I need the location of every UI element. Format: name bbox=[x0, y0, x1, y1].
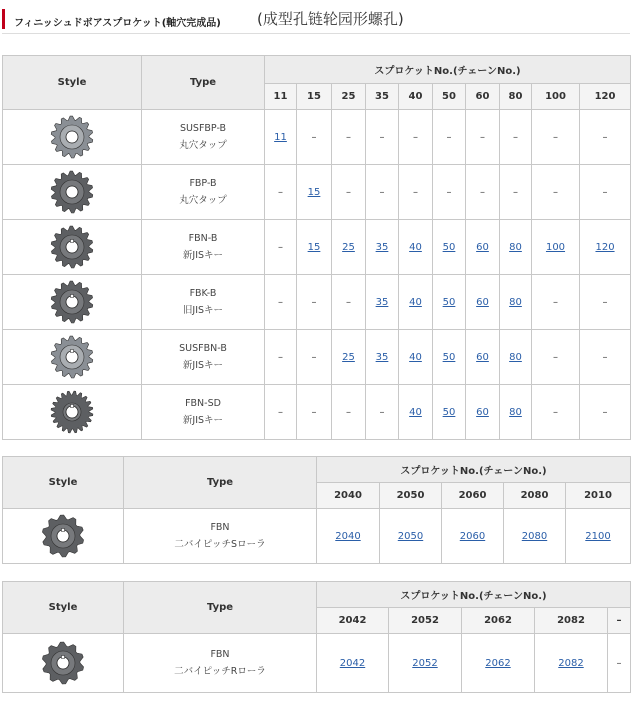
sprocket-cell bbox=[265, 165, 297, 220]
sprocket-icon bbox=[47, 277, 97, 327]
empty-dash: – bbox=[480, 131, 485, 143]
sprocket-cell bbox=[532, 110, 580, 165]
empty-dash: – bbox=[480, 186, 485, 198]
sprocket-cell bbox=[380, 509, 442, 564]
sprocket-link-15[interactable]: 15 bbox=[307, 186, 321, 198]
type-header: Type bbox=[142, 56, 265, 110]
empty-dash: – bbox=[311, 131, 317, 143]
table-row bbox=[3, 330, 631, 385]
empty-dash: – bbox=[278, 351, 283, 363]
empty-dash: – bbox=[346, 296, 351, 308]
sprocket-table-2 bbox=[2, 456, 631, 564]
sprocket-cell bbox=[466, 165, 500, 220]
column-header-2050: 2050 bbox=[380, 483, 442, 509]
empty-dash: – bbox=[379, 131, 385, 143]
sprocket-cell bbox=[608, 634, 631, 693]
sprocket-icon bbox=[47, 332, 97, 382]
type-cell bbox=[124, 634, 317, 693]
product-image bbox=[3, 110, 142, 165]
sprocket-link-60[interactable]: 60 bbox=[476, 296, 489, 308]
empty-dash: – bbox=[311, 351, 317, 363]
sprocket-cell bbox=[332, 165, 366, 220]
empty-dash: – bbox=[553, 351, 558, 363]
sprocket-cell bbox=[580, 275, 631, 330]
sprocket-cell bbox=[317, 634, 389, 693]
sprocket-cell bbox=[433, 330, 466, 385]
sprocket-link-50[interactable]: 50 bbox=[442, 296, 456, 308]
sprocket-cell bbox=[265, 330, 297, 385]
empty-dash: – bbox=[311, 296, 317, 308]
page-title-jp: フィニッシュドボアスプロケット(軸穴完成品) bbox=[14, 18, 221, 29]
page-header bbox=[2, 5, 630, 34]
type-cell bbox=[142, 275, 265, 330]
sprocket-link-40[interactable]: 40 bbox=[409, 406, 422, 418]
type-cell bbox=[142, 330, 265, 385]
sprocket-cell bbox=[532, 165, 580, 220]
type-desc: 新JISキー bbox=[182, 415, 224, 426]
sprocket-link-2062[interactable]: 2062 bbox=[485, 657, 511, 669]
sprocket-cell bbox=[504, 509, 566, 564]
table-row bbox=[3, 110, 631, 165]
sprocket-link-40[interactable]: 40 bbox=[409, 351, 422, 363]
sprocket-cell bbox=[433, 220, 466, 275]
empty-dash: – bbox=[278, 241, 283, 253]
table-row bbox=[3, 165, 631, 220]
sprocket-cell bbox=[466, 275, 500, 330]
empty-dash: – bbox=[553, 406, 558, 418]
column-header-120: 120 bbox=[580, 84, 631, 110]
sprocket-table-1 bbox=[2, 55, 631, 440]
type-code: FBN-SD bbox=[185, 398, 221, 409]
accent-bar bbox=[2, 9, 5, 29]
product-image bbox=[3, 634, 124, 693]
type-cell bbox=[142, 110, 265, 165]
type-desc: 新JISキー bbox=[182, 360, 224, 371]
sprocket-link-11[interactable]: 11 bbox=[274, 131, 287, 143]
sprocket-cell bbox=[580, 385, 631, 440]
sprocket-cell bbox=[389, 634, 462, 693]
sprocket-cell bbox=[297, 385, 332, 440]
sprocket-cell bbox=[500, 275, 532, 330]
sprocket-link-60[interactable]: 60 bbox=[476, 406, 489, 418]
sprocket-link-2082[interactable]: 2082 bbox=[558, 657, 584, 669]
column-header-2040: 2040 bbox=[317, 483, 380, 509]
sprocket-cell bbox=[399, 330, 433, 385]
column-header-2060: 2060 bbox=[442, 483, 504, 509]
sprocket-cell bbox=[297, 220, 332, 275]
sprocket-table-3 bbox=[2, 581, 631, 693]
sprocket-cell bbox=[500, 385, 532, 440]
type-cell bbox=[124, 509, 317, 564]
empty-dash: – bbox=[379, 406, 385, 418]
column-header-2082: 2082 bbox=[535, 608, 608, 634]
column-header-15: 15 bbox=[297, 84, 332, 110]
empty-dash: – bbox=[413, 131, 418, 143]
empty-dash: – bbox=[602, 296, 608, 308]
type-header: Type bbox=[124, 457, 317, 509]
sprocket-cell bbox=[580, 220, 631, 275]
style-header: Style bbox=[3, 582, 124, 634]
sprocket-cell bbox=[332, 275, 366, 330]
sprocket-link-80[interactable]: 80 bbox=[509, 296, 522, 308]
empty-dash: – bbox=[446, 131, 452, 143]
type-desc: 旧JISキー bbox=[182, 305, 224, 316]
sprocket-cell bbox=[366, 385, 399, 440]
sprocket-link-25[interactable]: 25 bbox=[342, 351, 355, 363]
sprocket-cell bbox=[433, 275, 466, 330]
sprocket-cell bbox=[399, 220, 433, 275]
sprocket-cell bbox=[532, 330, 580, 385]
sprocket-link-100[interactable]: 100 bbox=[545, 241, 566, 253]
product-image bbox=[3, 165, 142, 220]
table-row bbox=[3, 275, 631, 330]
sprocket-cell bbox=[580, 330, 631, 385]
sprocket-cell bbox=[399, 385, 433, 440]
sprocket-cell bbox=[466, 220, 500, 275]
column-header-35: 35 bbox=[366, 84, 399, 110]
sprocket-cell bbox=[366, 275, 399, 330]
sprocket-cell bbox=[297, 110, 332, 165]
type-code: FBN bbox=[210, 522, 230, 533]
column-header-80: 80 bbox=[500, 84, 532, 110]
type-cell bbox=[142, 220, 265, 275]
column-header-2042: 2042 bbox=[317, 608, 389, 634]
sprocket-link-35[interactable]: 35 bbox=[375, 241, 389, 253]
table-row bbox=[3, 385, 631, 440]
sprocket-link-60[interactable]: 60 bbox=[476, 241, 489, 253]
product-image bbox=[3, 385, 142, 440]
sprocket-cell bbox=[399, 110, 433, 165]
sprocket-cell bbox=[297, 330, 332, 385]
sprocket-link-80[interactable]: 80 bbox=[509, 406, 522, 418]
sprocket-cell bbox=[332, 110, 366, 165]
sprocket-cell bbox=[580, 165, 631, 220]
column-header-2062: 2062 bbox=[462, 608, 535, 634]
sprocket-link-40[interactable]: 40 bbox=[409, 241, 422, 253]
empty-dash: – bbox=[278, 406, 283, 418]
table-row bbox=[3, 509, 631, 564]
sprocket-link-15[interactable]: 15 bbox=[307, 241, 321, 253]
empty-dash: – bbox=[513, 131, 518, 143]
empty-dash: – bbox=[346, 406, 351, 418]
column-header-–: – bbox=[608, 608, 631, 634]
sprocket-cell bbox=[265, 385, 297, 440]
product-image bbox=[3, 275, 142, 330]
type-code: FBN-B bbox=[188, 233, 218, 244]
empty-dash: – bbox=[616, 657, 622, 669]
sprocket-cell bbox=[265, 220, 297, 275]
sprocket-link-2100[interactable]: 2100 bbox=[585, 530, 611, 542]
empty-dash: – bbox=[278, 186, 283, 198]
column-header-60: 60 bbox=[466, 84, 500, 110]
sprocket-cell bbox=[466, 110, 500, 165]
sprocket-cell bbox=[366, 110, 399, 165]
sprocket-link-50[interactable]: 50 bbox=[442, 406, 456, 418]
sprocket-cell bbox=[580, 110, 631, 165]
sprocket-link-50[interactable]: 50 bbox=[442, 351, 456, 363]
type-header: Type bbox=[124, 582, 317, 634]
sprocket-cell bbox=[500, 110, 532, 165]
column-header-2080: 2080 bbox=[504, 483, 566, 509]
sprocket-cell bbox=[399, 165, 433, 220]
sprocket-cell bbox=[535, 634, 608, 693]
type-cell bbox=[142, 165, 265, 220]
column-header-40: 40 bbox=[399, 84, 433, 110]
empty-dash: – bbox=[311, 406, 317, 418]
sprocket-cell bbox=[433, 385, 466, 440]
sprocket-cell bbox=[466, 385, 500, 440]
sprocket-link-2050[interactable]: 2050 bbox=[397, 530, 424, 542]
sprocket-cell bbox=[297, 275, 332, 330]
type-desc: 丸穴タップ bbox=[179, 140, 227, 151]
sprocket-cell bbox=[265, 275, 297, 330]
sprocket-cell bbox=[466, 330, 500, 385]
empty-dash: – bbox=[278, 296, 283, 308]
sprocket-link-2040[interactable]: 2040 bbox=[335, 530, 361, 542]
sprocket-cell bbox=[366, 220, 399, 275]
empty-dash: – bbox=[346, 131, 351, 143]
type-desc: 二バイピッチRローラ bbox=[174, 666, 266, 677]
column-header-2010: 2010 bbox=[566, 483, 631, 509]
sprocket-cell bbox=[399, 275, 433, 330]
sprocket-cell bbox=[297, 165, 332, 220]
sprocket-link-35[interactable]: 35 bbox=[375, 296, 389, 308]
empty-dash: – bbox=[553, 186, 558, 198]
sprocket-cell bbox=[532, 275, 580, 330]
page-title-cn: (成型孔链轮园形螺孔) bbox=[257, 10, 404, 28]
column-header-25: 25 bbox=[332, 84, 366, 110]
sprocket-link-25[interactable]: 25 bbox=[342, 241, 355, 253]
sprocket-cell bbox=[366, 330, 399, 385]
empty-dash: – bbox=[602, 131, 608, 143]
sprocket-icon bbox=[38, 638, 88, 688]
column-header-50: 50 bbox=[433, 84, 466, 110]
sprocket-icon bbox=[47, 167, 97, 217]
product-image bbox=[3, 220, 142, 275]
empty-dash: – bbox=[379, 186, 385, 198]
type-code: SUSFBP-B bbox=[179, 123, 227, 134]
sprocket-link-40[interactable]: 40 bbox=[409, 296, 422, 308]
type-desc: 丸穴タップ bbox=[179, 195, 227, 206]
sprocket-cell bbox=[332, 385, 366, 440]
empty-dash: – bbox=[446, 186, 452, 198]
product-image bbox=[3, 330, 142, 385]
sprocket-icon bbox=[47, 387, 97, 437]
sprocket-link-2052[interactable]: 2052 bbox=[412, 657, 438, 669]
product-image bbox=[3, 509, 124, 564]
type-desc: 新JISキー bbox=[182, 250, 224, 261]
sprocket-link-2042[interactable]: 2042 bbox=[339, 657, 366, 669]
sprocket-cell bbox=[332, 330, 366, 385]
sprocket-link-80[interactable]: 80 bbox=[509, 241, 522, 253]
sprocket-link-60[interactable]: 60 bbox=[476, 351, 489, 363]
sprocket-icon bbox=[47, 222, 97, 272]
column-header-2052: 2052 bbox=[389, 608, 462, 634]
sprocket-link-35[interactable]: 35 bbox=[375, 351, 389, 363]
empty-dash: – bbox=[413, 186, 418, 198]
column-header-11: 11 bbox=[265, 84, 297, 110]
sprocket-cell bbox=[462, 634, 535, 693]
empty-dash: – bbox=[513, 186, 518, 198]
table-row bbox=[3, 220, 631, 275]
sprocket-no-header: スプロケットNo.(チェーンNo.) bbox=[317, 457, 631, 483]
sprocket-no-header: スプロケットNo.(チェーンNo.) bbox=[317, 582, 631, 608]
empty-dash: – bbox=[602, 186, 608, 198]
sprocket-link-2060[interactable]: 2060 bbox=[459, 530, 486, 542]
empty-dash: – bbox=[346, 186, 351, 198]
empty-dash: – bbox=[553, 296, 558, 308]
sprocket-cell bbox=[500, 165, 532, 220]
sprocket-cell bbox=[433, 110, 466, 165]
sprocket-cell bbox=[332, 220, 366, 275]
sprocket-icon bbox=[38, 511, 88, 561]
type-desc: 二バイピッチSローラ bbox=[174, 539, 266, 550]
type-code: FBN bbox=[210, 649, 230, 660]
type-code: SUSFBN-B bbox=[179, 343, 227, 354]
sprocket-no-header: スプロケットNo.(チェーンNo.) bbox=[265, 56, 631, 84]
sprocket-link-2080[interactable]: 2080 bbox=[521, 530, 548, 542]
type-cell bbox=[142, 385, 265, 440]
sprocket-cell bbox=[433, 165, 466, 220]
sprocket-cell bbox=[532, 220, 580, 275]
sprocket-cell bbox=[500, 330, 532, 385]
sprocket-cell bbox=[500, 220, 532, 275]
sprocket-link-80[interactable]: 80 bbox=[509, 351, 522, 363]
sprocket-cell bbox=[265, 110, 297, 165]
empty-dash: – bbox=[602, 406, 608, 418]
table-row bbox=[3, 634, 631, 693]
empty-dash: – bbox=[553, 131, 558, 143]
sprocket-cell bbox=[566, 509, 631, 564]
style-header: Style bbox=[3, 56, 142, 110]
sprocket-cell bbox=[317, 509, 380, 564]
sprocket-link-50[interactable]: 50 bbox=[442, 241, 456, 253]
column-header-100: 100 bbox=[532, 84, 580, 110]
sprocket-cell bbox=[442, 509, 504, 564]
style-header: Style bbox=[3, 457, 124, 509]
empty-dash: – bbox=[602, 351, 608, 363]
type-code: FBK-B bbox=[189, 288, 217, 299]
sprocket-icon bbox=[47, 112, 97, 162]
sprocket-cell bbox=[532, 385, 580, 440]
type-code: FBP-B bbox=[189, 178, 217, 189]
sprocket-cell bbox=[366, 165, 399, 220]
sprocket-link-120[interactable]: 120 bbox=[595, 241, 615, 253]
